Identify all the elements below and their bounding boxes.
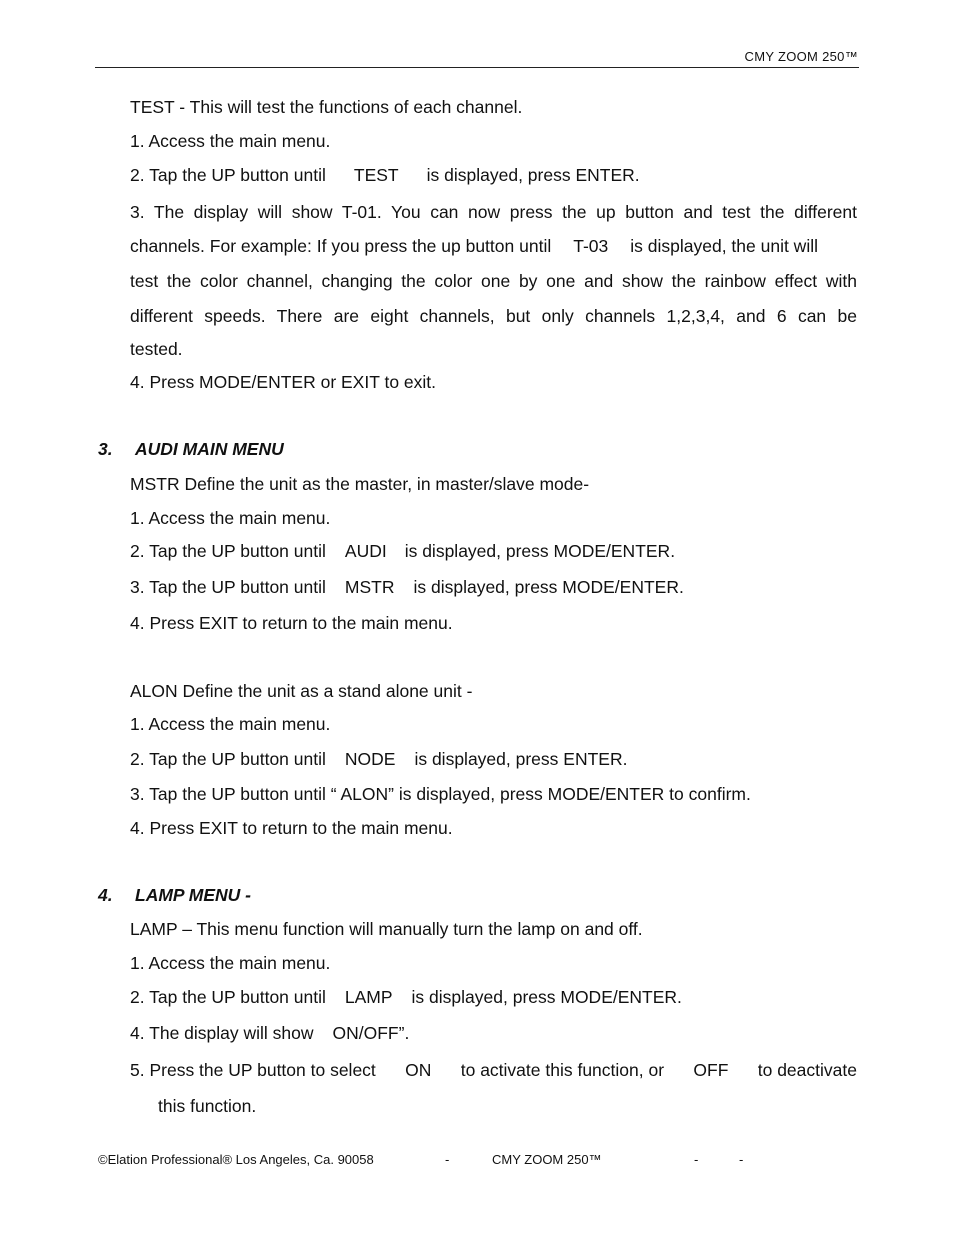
audi-display-code: AUDI [344, 541, 387, 561]
mstr-step-4: 4. Press EXIT to return to the main menu. [130, 613, 453, 633]
alon-step-3: 3. Tap the UP button until “ ALON” is displayed, press MODE/ENTER to confirm. [130, 784, 751, 804]
test-step-3-line-2 [130, 236, 818, 257]
audi-section-number: 3. [98, 439, 113, 459]
lamp-step-5-tail: to deactivate [757, 1060, 857, 1080]
test-channel-code: T-03 [573, 236, 609, 256]
alon-step-2-tail: is displayed, press ENTER. [414, 749, 628, 769]
lamp-step-1: 1. Access the main menu. [130, 953, 331, 973]
lamp-section-number: 4. [98, 885, 113, 905]
lamp-step-2-tail: is displayed, press MODE/ENTER. [411, 987, 682, 1007]
lamp-step-4-text: 4. The display will show [130, 1023, 314, 1043]
lamp-step-5-middle: to activate this function, or [460, 1060, 665, 1080]
lamp-section-title: LAMP MENU - [135, 885, 252, 905]
mstr-step-2 [130, 541, 675, 562]
audi-section-title: AUDI MAIN MENU [135, 439, 284, 459]
test-step-4: 4. Press MODE/ENTER or EXIT to exit. [130, 372, 437, 392]
page-header-title: CMY ZOOM 250™ [744, 49, 858, 64]
footer-copyright: ©Elation Professional® Los Angeles, Ca. 90058 [98, 1152, 374, 1167]
test-step-3-line-5: tested. [130, 339, 183, 359]
footer-dash-3: - [739, 1152, 744, 1167]
test-step-2-text: 2. Tap the UP button until [130, 165, 326, 185]
test-intro: TEST - This will test the functions of each channel. [130, 97, 523, 117]
lamp-section-heading [98, 885, 251, 906]
lamp-step-5-line-2: this function. [158, 1096, 257, 1116]
lamp-step-4 [130, 1023, 409, 1044]
lamp-intro: LAMP – This menu function will manually turn the lamp on and off. [130, 919, 643, 939]
header-divider [95, 67, 859, 68]
footer-model: CMY ZOOM 250™ [492, 1152, 602, 1167]
node-display-code: NODE [344, 749, 396, 769]
mstr-step-1: 1. Access the main menu. [130, 508, 331, 528]
alon-intro: ALON Define the unit as a stand alone unit - [130, 681, 473, 701]
mstr-step-3 [130, 577, 684, 598]
test-step-3-text: channels. For example: If you press the up button until [130, 236, 552, 256]
mstr-intro: MSTR Define the unit as the master, in master/slave mode- [130, 474, 590, 494]
lamp-step-5-text: 5. Press the UP button to select [130, 1060, 376, 1080]
test-step-3-line-4: different speeds. There are eight channels, but only channels 1,2,3,4, and 6 can be [130, 306, 857, 326]
test-step-2 [130, 165, 640, 186]
on-off-display-code: ON/OFF”. [332, 1023, 410, 1043]
lamp-step-5 [130, 1060, 857, 1081]
alon-step-1: 1. Access the main menu. [130, 714, 331, 734]
footer-dash-2: - [694, 1152, 699, 1167]
mstr-step-3-tail: is displayed, press MODE/ENTER. [413, 577, 684, 597]
alon-step-2 [130, 749, 627, 770]
test-step-3-line-1: 3. The display will show T-01. You can now press the up button and test the different [130, 202, 857, 222]
test-step-2-tail: is displayed, press ENTER. [426, 165, 640, 185]
test-step-1: 1. Access the main menu. [130, 131, 331, 151]
mstr-step-3-text: 3. Tap the UP button until [130, 577, 326, 597]
lamp-step-2 [130, 987, 682, 1008]
mstr-step-2-tail: is displayed, press MODE/ENTER. [404, 541, 676, 561]
audi-section-heading [98, 439, 284, 460]
test-step-3-tail: is displayed, the unit will [630, 236, 818, 256]
off-display-code: OFF [693, 1060, 729, 1080]
lamp-display-code: LAMP [344, 987, 393, 1007]
alon-step-2-text: 2. Tap the UP button until [130, 749, 326, 769]
alon-step-4: 4. Press EXIT to return to the main menu. [130, 818, 453, 838]
test-display-code: TEST [353, 165, 399, 185]
footer-dash-1: - [445, 1152, 450, 1167]
mstr-display-code: MSTR [344, 577, 395, 597]
test-step-3-line-3: test the color channel, changing the color one by one and show the rainbow effect with [130, 271, 857, 291]
on-display-code: ON [405, 1060, 432, 1080]
lamp-step-2-text: 2. Tap the UP button until [130, 987, 326, 1007]
mstr-step-2-text: 2. Tap the UP button until [130, 541, 326, 561]
